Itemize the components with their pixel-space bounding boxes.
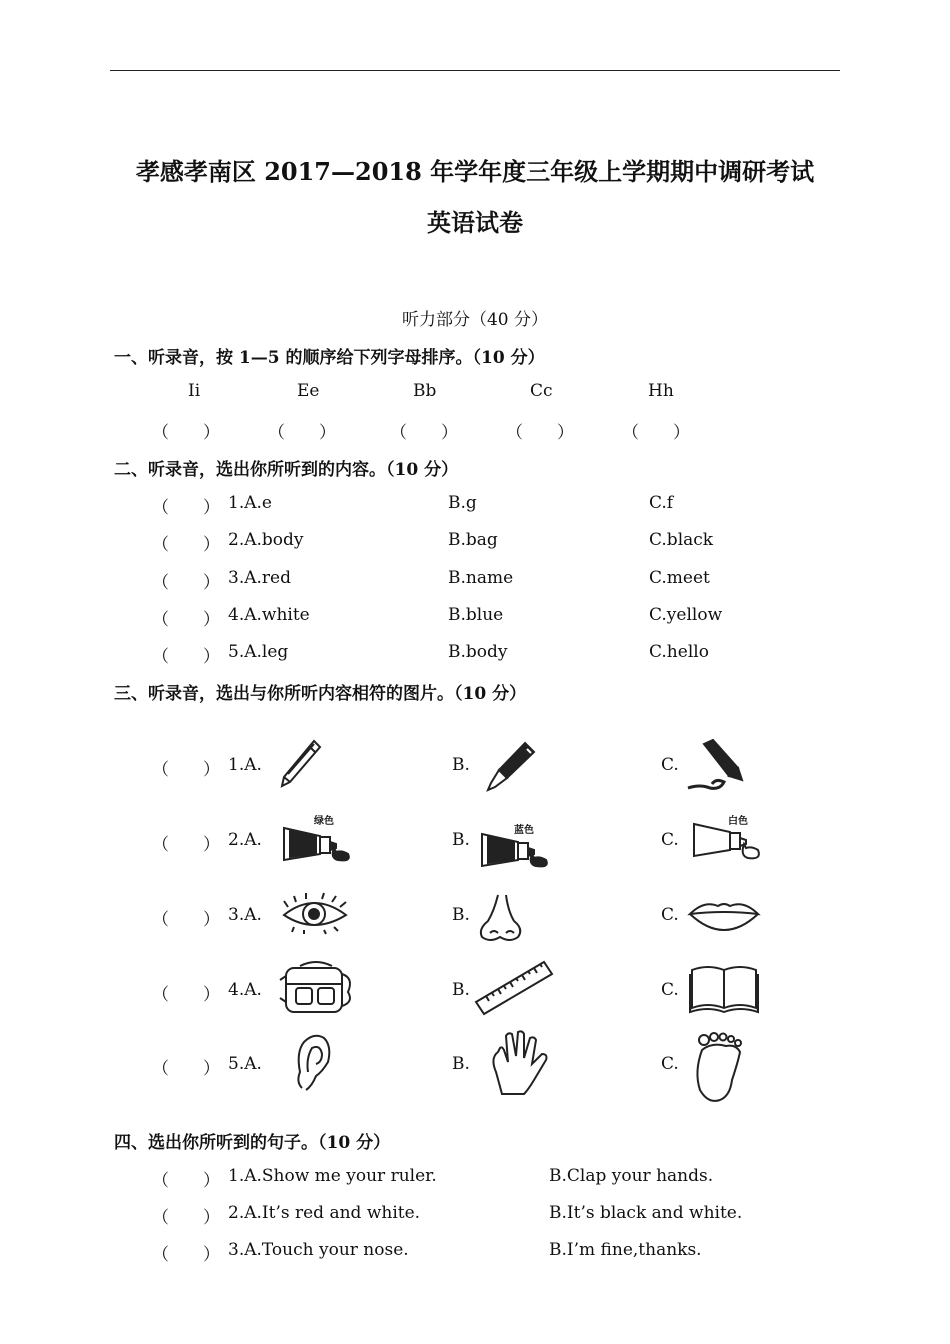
paint-tube-icon <box>280 822 355 867</box>
answer-blank[interactable]: （ ） <box>152 573 220 593</box>
option-b: B. <box>452 830 470 850</box>
listening-header: 听力部分（40 分） <box>401 310 549 330</box>
letter-5: Hh <box>648 381 674 401</box>
answer-blank[interactable]: （ ） <box>152 835 220 855</box>
option-b: B. <box>452 905 470 925</box>
option-a: 4.A.white <box>228 605 310 625</box>
book-icon <box>688 962 760 1014</box>
letter-2: Ee <box>297 381 320 401</box>
paint-tube-icon <box>478 828 553 873</box>
exam-title: 孝感孝南区 2017—2018 年学年度三年级上学期期中调研考试 <box>135 157 815 186</box>
letter-4: Cc <box>530 381 553 401</box>
sentence-option-b: B.It’s black and white. <box>549 1203 743 1223</box>
ear-icon <box>292 1032 334 1094</box>
paint-label: 蓝色 <box>514 825 534 836</box>
answer-blank[interactable]: （ ） <box>152 647 220 667</box>
option-c: C.meet <box>649 568 710 588</box>
eye-icon <box>280 893 350 935</box>
sentence-option-b: B.Clap your hands. <box>549 1166 714 1186</box>
sentence-option-a: 3.A.Touch your nose. <box>228 1240 409 1260</box>
pen-icon <box>485 740 537 792</box>
answer-blank[interactable]: （ ） <box>152 1059 220 1079</box>
option-c: C.black <box>649 530 714 550</box>
sentence-option-a: 1.A.Show me your ruler. <box>228 1166 437 1186</box>
answer-blank[interactable]: （ ） <box>152 1171 220 1191</box>
hand-icon <box>488 1028 550 1098</box>
answer-blank[interactable]: （ ） <box>152 535 220 555</box>
option-b: B.name <box>448 568 514 588</box>
option-a: 3.A. <box>228 905 262 925</box>
option-b: B. <box>452 980 470 1000</box>
answer-blank[interactable]: （ ） <box>390 423 458 443</box>
option-b: B.g <box>448 493 477 513</box>
paint-label: 白色 <box>728 816 748 827</box>
part4-heading: 四、选出你所听到的句子。（10 分） <box>114 1133 391 1153</box>
option-c: C.hello <box>649 642 709 662</box>
letter-1: Ii <box>188 381 201 401</box>
sentence-option-a: 2.A.It’s red and white. <box>228 1203 421 1223</box>
option-a: 5.A.leg <box>228 642 289 662</box>
ruler-icon <box>474 958 554 1018</box>
option-a: 4.A. <box>228 980 262 1000</box>
option-b: B. <box>452 1054 470 1074</box>
letter-3: Bb <box>413 381 437 401</box>
option-c: C. <box>661 755 679 775</box>
exam-subtitle: 英语试卷 <box>427 208 523 237</box>
option-b: B.body <box>448 642 508 662</box>
option-a: 5.A. <box>228 1054 262 1074</box>
header-rule <box>110 70 840 71</box>
part3-heading: 三、听录音，选出与你所听内容相符的图片。（10 分） <box>114 684 527 704</box>
option-b: B.blue <box>448 605 504 625</box>
option-a: 1.A.e <box>228 493 272 513</box>
answer-blank[interactable]: （ ） <box>152 498 220 518</box>
option-c: C. <box>661 1054 679 1074</box>
answer-blank[interactable]: （ ） <box>506 423 574 443</box>
foot-icon <box>690 1032 748 1104</box>
paint-label: 绿色 <box>314 816 334 827</box>
option-a: 2.A.body <box>228 530 304 550</box>
option-c: C.f <box>649 493 674 513</box>
option-b: B. <box>452 755 470 775</box>
backpack-icon <box>276 958 354 1016</box>
paint-tube-icon <box>690 818 765 863</box>
answer-blank[interactable]: （ ） <box>268 423 336 443</box>
answer-blank[interactable]: （ ） <box>152 1208 220 1228</box>
option-c: C. <box>661 905 679 925</box>
answer-blank[interactable]: （ ） <box>152 760 220 780</box>
answer-blank[interactable]: （ ） <box>152 1245 220 1265</box>
option-a: 3.A.red <box>228 568 291 588</box>
option-c: C. <box>661 830 679 850</box>
answer-blank[interactable]: （ ） <box>152 610 220 630</box>
option-a: 1.A. <box>228 755 262 775</box>
option-b: B.bag <box>448 530 498 550</box>
answer-blank[interactable]: （ ） <box>622 423 690 443</box>
crayon-icon <box>686 738 746 793</box>
answer-blank[interactable]: （ ） <box>152 910 220 930</box>
pencil-icon <box>278 738 323 790</box>
mouth-icon <box>688 896 760 934</box>
part2-heading: 二、听录音，选出你所听到的内容。（10 分） <box>114 460 459 480</box>
part1-heading: 一、听录音，按 1—5 的顺序给下列字母排序。（10 分） <box>114 348 545 368</box>
sentence-option-b: B.I’m fine,thanks. <box>549 1240 702 1260</box>
option-a: 2.A. <box>228 830 262 850</box>
answer-blank[interactable]: （ ） <box>152 985 220 1005</box>
answer-blank[interactable]: （ ） <box>152 423 220 443</box>
nose-icon <box>476 893 526 945</box>
option-c: C.yellow <box>649 605 723 625</box>
option-c: C. <box>661 980 679 1000</box>
